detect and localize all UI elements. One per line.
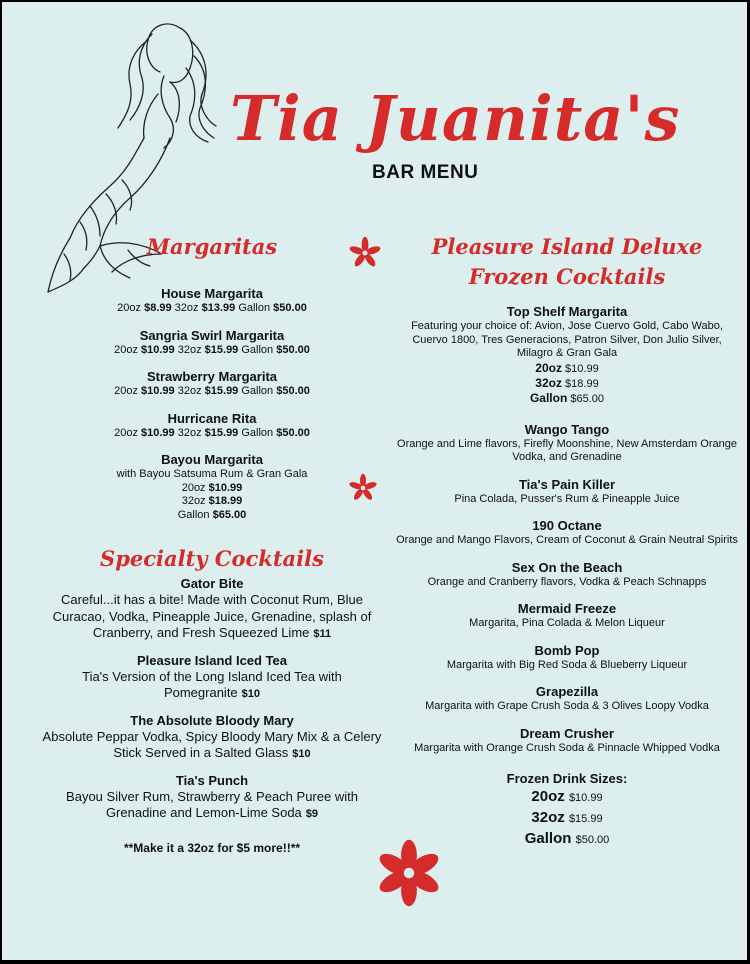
item-description: Featuring your choice of: Avion, Jose Cuervo Gold, Cabo Wabo, Cuervo 1800, Tres Generacions, Patron Silver, Don Julio Silver, Milagro & Gran Gala [411,320,723,359]
price: $50.00 [276,385,310,397]
frozen-heading-line1: Pleasure Island Deluxe [431,234,703,259]
list-item [394,643,740,673]
item-name: Pleasure Island Iced Tea [136,652,288,668]
list-item [394,601,740,631]
list-item [394,726,740,756]
item-prices [42,344,382,358]
item-description: Margarita with Orange Crush Soda & Pinnacle Whipped Vodka [414,741,720,754]
item-prices [42,385,382,399]
desc-text: Careful...it has a bite! Made with Coconut Rum, Blue Curacao, Vodka, Pineapple Juice, Grenadine, splash of Cranberry, and Fresh Squeezed Lime [52,592,372,640]
price: $65.00 [570,392,605,405]
price: $15.99 [204,343,239,356]
size-label: 20oz [531,788,565,805]
item-name: Sangria Swirl Margarita [139,327,285,343]
size-line [394,376,740,391]
item-name: Tia's Punch [175,772,249,788]
size-line [394,808,740,829]
item-name: 190 Octane [532,518,602,533]
item-name: Grapezilla [535,684,599,699]
item-name: Tia's Pain Killer [518,476,616,492]
size-label: 20oz [114,385,138,397]
item-name: Strawberry Margarita [146,369,278,384]
item-description: Orange and Lime flavors, Firefly Moonshine, New Amsterdam Orange Vodka, and Grenadine [397,437,737,463]
size-label: Gallon [238,302,271,314]
list-item [394,304,740,406]
item-name: Bomb Pop [534,642,600,658]
size-label: 32oz [174,302,199,314]
size-line [42,509,382,523]
size-label: 32oz [181,495,206,507]
left-column [42,234,382,855]
price: $15.99 [204,426,239,439]
size-line [42,495,382,509]
price: $15.99 [204,385,239,397]
size-label: 20oz [535,360,562,375]
size-label: Gallon [241,343,274,356]
price: $8.99 [144,302,172,314]
item-description [42,669,382,703]
price: $10.99 [568,792,603,804]
item-description [42,592,382,643]
size-label: 32oz [177,343,202,356]
item-description: Orange and Mango Flavors, Cream of Coconut & Grain Neutral Spirits [396,534,738,546]
size-line [394,391,740,406]
list-item [42,576,382,643]
size-label: 20oz [114,426,138,439]
list-item [42,411,382,441]
price: $18.99 [208,495,243,507]
page-subtitle: BAR MENU [372,162,479,183]
price: $50.00 [276,426,310,439]
price: $10.99 [141,426,175,439]
list-item [42,773,382,823]
price: $50.00 [276,343,310,356]
price: $50.00 [273,302,307,314]
size-label: 32oz [177,426,202,439]
item-prices [42,427,382,441]
promo-note: **Make it a 32oz for $5 more!!** [123,840,301,855]
item-description: Orange and Cranberry flavors, Vodka & Peach Schnapps [427,575,707,588]
item-name: The Absolute Bloody Mary [130,712,294,728]
price: $10 [292,748,311,760]
item-name: Sex On the Beach [511,559,623,575]
size-label: Gallon [241,426,274,439]
price: $11 [313,628,332,640]
item-prices [42,302,382,316]
item-name: Gator Bite [180,576,244,591]
size-label: 32oz [531,809,565,826]
price: $10 [241,688,261,700]
list-item [42,452,382,522]
desc-text: Absolute Peppar Vodka, Spicy Bloody Mary Mix & a Celery Stick Served in a Salted Glass [42,728,382,760]
item-name: Bayou Margarita [161,452,263,467]
item-description [42,729,382,763]
margaritas-heading: Margaritas [146,234,278,259]
size-label: Gallon [241,385,274,397]
item-description: with Bayou Satsuma Rum & Gran Gala [116,468,308,480]
price: $13.99 [201,302,236,314]
price: $10.99 [208,481,243,494]
size-label: Gallon [524,830,572,847]
size-label: Gallon [529,390,568,405]
size-label: 20oz [181,481,206,494]
list-item [42,713,382,763]
size-label: 20oz [114,343,138,356]
list-item [42,286,382,316]
price: $10.99 [565,362,599,375]
frozen-sizes [394,771,740,850]
item-name: House Margarita [161,286,263,301]
list-item [394,560,740,590]
list-item [394,684,740,714]
right-column [394,234,740,850]
restaurant-title: Tia Juanita's [230,82,681,155]
size-line [394,787,740,808]
menu-page [2,2,747,960]
price: $10.99 [141,343,175,356]
list-item [394,518,740,548]
size-label: 32oz [177,385,202,397]
item-name: Dream Crusher [520,725,614,741]
item-name: Wango Tango [524,421,610,437]
price: $10.99 [141,385,175,397]
price: $50.00 [575,834,610,846]
size-label: 20oz [117,302,142,314]
size-line [42,482,382,496]
desc-text: Bayou Silver Rum, Strawberry & Peach Puree with Grenadine and Lemon-Lime Soda [66,788,358,820]
size-line [394,361,740,376]
size-line [394,829,740,850]
item-description [42,789,382,823]
item-description: Margarita, Pina Colada & Melon Liqueur [469,617,665,629]
price: $15.99 [568,813,603,825]
desc-text: Tia's Version of the Long Island Iced Tea with Pomegranite [82,668,342,700]
list-item [394,477,740,507]
specialty-heading: Specialty Cocktails [100,546,324,571]
size-label: 32oz [535,375,562,390]
list-item [42,328,382,358]
item-description: Margarita with Big Red Soda & Blueberry Liqueur [446,658,688,671]
list-item [42,653,382,703]
item-name: Hurricane Rita [167,410,257,426]
price: $65.00 [212,508,247,521]
price: $18.99 [565,377,599,390]
list-item [394,422,740,465]
size-label: Gallon [177,508,210,521]
item-description: Pina Colada, Pusser's Rum & Pineapple Juice [454,492,680,505]
item-name: Mermaid Freeze [517,601,617,616]
sizes-heading: Frozen Drink Sizes: [506,771,628,786]
item-description: Margarita with Grape Crush Soda & 3 Olives Loopy Vodka [425,700,709,712]
list-item [42,369,382,399]
price: $9 [305,808,319,820]
item-name: Top Shelf Margarita [506,304,628,319]
frozen-heading-line2: Frozen Cocktails [468,264,666,289]
